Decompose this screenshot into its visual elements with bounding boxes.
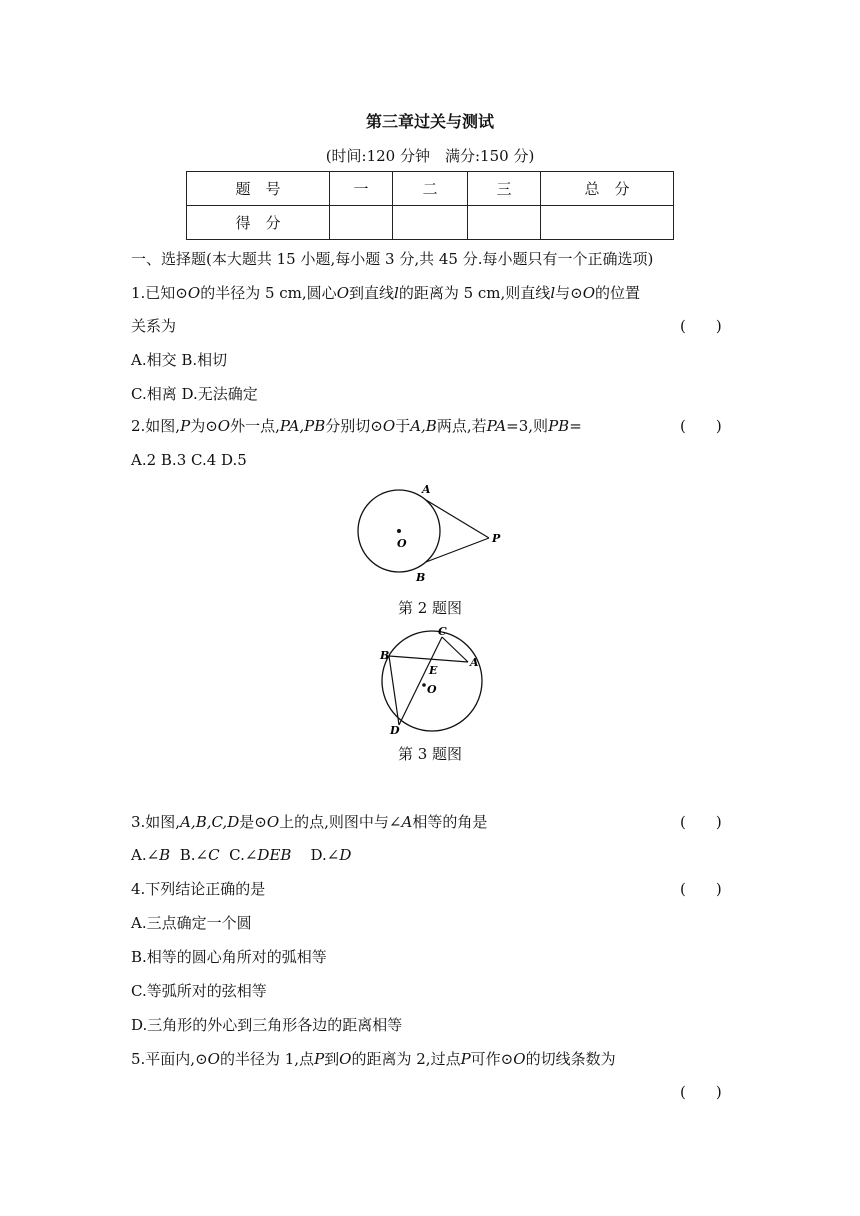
section-heading: 一、选择题(本大题共 15 小题,每小题 3 分,共 45 分.每小题只有一个正确选项)	[131, 250, 654, 268]
circle-o	[382, 631, 482, 731]
label-o: O	[427, 683, 437, 696]
page-subtitle: (时间:120 分钟 满分:150 分)	[325, 147, 535, 165]
question-2-options: A.2 B.3 C.4 D.5	[131, 451, 247, 469]
chord-bd	[389, 656, 399, 725]
label-p: P	[492, 532, 501, 545]
label-e: E	[429, 664, 438, 677]
tangent-pa	[426, 500, 489, 538]
question-1-line-2: 关系为	[131, 317, 177, 335]
score-header-cell: 总 分	[541, 172, 674, 206]
score-header-cell: 题 号	[187, 172, 330, 206]
score-cell[interactable]	[541, 206, 674, 240]
figure-3-caption: 第 3 题图	[397, 745, 463, 763]
label-o: O	[397, 537, 407, 550]
question-5-text: 5.平面内,⊙O的半径为 1,点P到O的距离为 2,过点P可作⊙O的切线条数为	[131, 1050, 616, 1068]
label-a: A	[470, 656, 479, 669]
question-3-text: 3.如图,A,B,C,D是⊙O上的点,则图中与∠A相等的角是	[131, 813, 488, 831]
score-cell[interactable]	[393, 206, 468, 240]
score-table-score-row	[187, 206, 674, 240]
label-b: B	[416, 571, 426, 584]
answer-blank-2[interactable]: ( )	[680, 417, 722, 435]
score-table-header-row	[187, 172, 674, 206]
chord-ba	[389, 656, 468, 662]
question-1-line-1: 1.已知⊙O的半径为 5 cm,圆心O到直线l的距离为 5 cm,则直线l与⊙O的位置	[131, 284, 641, 302]
score-header-cell: 三	[468, 172, 541, 206]
chord-ca	[442, 637, 468, 662]
score-row-label: 得 分	[187, 206, 330, 240]
chord-dc	[399, 637, 442, 725]
label-c: C	[438, 625, 447, 638]
figure-3-diagram	[372, 622, 492, 738]
score-table	[186, 171, 674, 240]
question-4-option-d: D.三角形的外心到三角形各边的距离相等	[131, 1016, 403, 1034]
label-b: B	[380, 649, 390, 662]
label-d: D	[390, 724, 400, 737]
answer-blank-3[interactable]: ( )	[680, 813, 722, 831]
question-2-text: 2.如图,P为⊙O外一点,PA,PB分别切⊙O于A,B两点,若PA=3,则PB=	[131, 417, 582, 435]
answer-blank-1[interactable]: ( )	[680, 317, 722, 335]
figure-2-caption: 第 2 题图	[397, 599, 463, 617]
answer-blank-4[interactable]: ( )	[680, 880, 722, 898]
answer-blank-5[interactable]: ( )	[680, 1083, 722, 1101]
score-header-cell: 二	[393, 172, 468, 206]
page-title: 第三章过关与测试	[365, 112, 494, 131]
question-4-option-c: C.等弧所对的弦相等	[131, 982, 267, 1000]
question-1-options-2: C.相离 D.无法确定	[131, 385, 258, 403]
question-1-options-1: A.相交 B.相切	[131, 351, 228, 369]
question-3-options: A.∠B B.∠C C.∠DEB D.∠D	[131, 846, 352, 864]
score-cell[interactable]	[468, 206, 541, 240]
question-4-option-b: B.相等的圆心角所对的弧相等	[131, 948, 327, 966]
label-a: A	[422, 483, 431, 496]
figure-2-diagram	[350, 478, 520, 588]
question-4-option-a: A.三点确定一个圆	[131, 914, 252, 932]
center-point-o	[422, 683, 426, 687]
score-cell[interactable]	[330, 206, 393, 240]
question-4-text: 4.下列结论正确的是	[131, 880, 266, 898]
center-point-o	[397, 529, 401, 533]
score-header-cell: 一	[330, 172, 393, 206]
